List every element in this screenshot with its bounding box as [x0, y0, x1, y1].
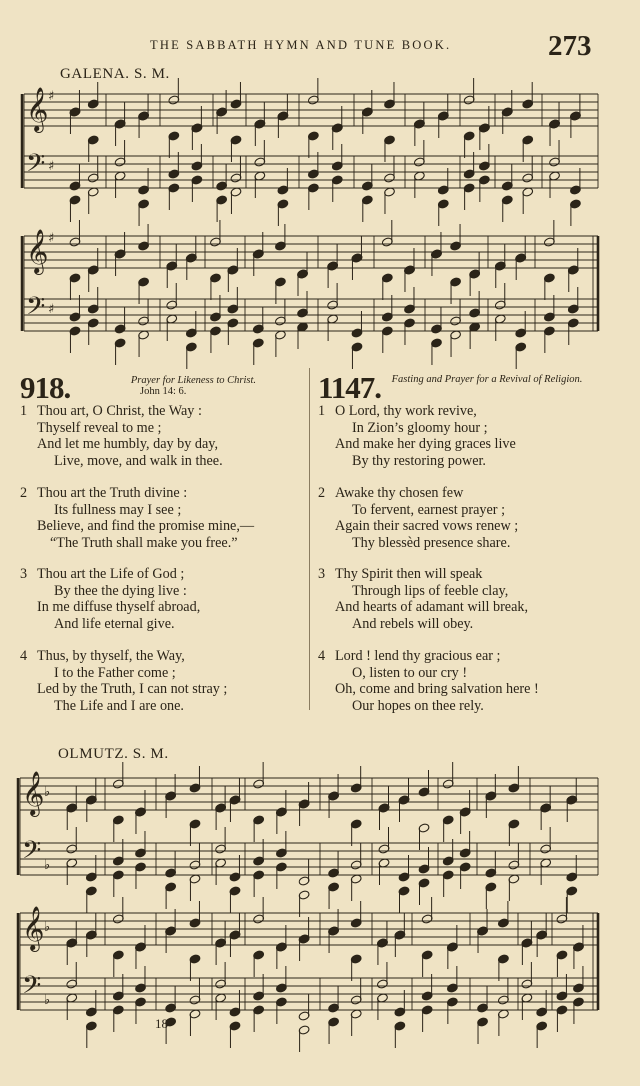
stanza-line: Again their sacred vows renew ;	[335, 518, 519, 534]
sharp-icon: ♯	[48, 89, 55, 104]
hymn-number-918: 918.	[20, 370, 71, 405]
stanza-line: By thee the dying live :	[54, 582, 187, 599]
stanza-number: 2	[318, 485, 326, 501]
treble-clef-icon: 𝄞	[26, 229, 49, 273]
stanza-number: 4	[318, 648, 326, 664]
hymn-918-reference: John 14: 6.	[140, 386, 187, 397]
hymn-number-1147: 1147.	[318, 370, 382, 405]
stanza-line: I to the Father come ;	[54, 664, 176, 681]
stanza-line: And life eternal give.	[54, 615, 175, 632]
stanza-line: Awake thy chosen few	[335, 485, 464, 501]
page-number: 273	[548, 30, 592, 62]
stanza-line: Thou art, O Christ, the Way :	[37, 403, 202, 419]
stanza-number: 4	[20, 648, 28, 664]
stanza-line: Thy Spirit then will speak	[335, 566, 483, 582]
treble-clef-icon: 𝄞	[22, 906, 45, 950]
bass-clef-icon: 𝄢	[22, 971, 42, 1006]
tune-title-olmutz: OLMUTZ. S. M.	[58, 746, 169, 762]
stanza-line: Thyself reveal to me ;	[37, 419, 162, 436]
printer-signature: 18	[155, 1016, 168, 1031]
stanza-line: To fervent, earnest prayer ;	[352, 501, 506, 518]
stanza-line: O Lord, thy work revive,	[335, 403, 477, 419]
stanza-line: And rebels will obey.	[352, 615, 474, 632]
stanza-line: And make her dying graces live	[335, 436, 516, 452]
stanza-line: By thy restoring power.	[352, 452, 486, 469]
stanza-number: 1	[318, 403, 326, 419]
stanza-number: 1	[20, 403, 28, 419]
stanza-line: “The Truth shall make you free.”	[50, 534, 238, 551]
bass-clef-icon: 𝄢	[26, 149, 46, 184]
stanza-line: Our hopes on thee rely.	[352, 697, 484, 714]
treble-clef-icon: 𝄞	[26, 87, 49, 131]
stanza-line: Thus, by thyself, the Way,	[37, 648, 185, 664]
sharp-icon: ♯	[48, 302, 55, 317]
hymn-1147-topic: Fasting and Prayer for a Revival of Religion.	[391, 374, 583, 385]
bass-clef-icon: 𝄢	[22, 836, 42, 871]
stanza-number: 3	[318, 566, 326, 582]
flat-icon: ♭	[44, 785, 51, 800]
stanza-line: Thou art the Life of God ;	[37, 566, 185, 582]
stanza-line: Live, move, and walk in thee.	[54, 452, 223, 469]
running-title: THE SABBATH HYMN AND TUNE BOOK.	[150, 38, 452, 52]
flat-icon: ♭	[44, 858, 51, 873]
stanza-line: The Life and I are one.	[54, 697, 184, 714]
sharp-icon: ♯	[48, 231, 55, 246]
stanza-line: Believe, and find the promise mine,—	[37, 518, 255, 534]
stanza-line: Lord ! lend thy gracious ear ;	[335, 648, 501, 664]
stanza-line: Thy blessèd presence share.	[352, 534, 511, 551]
stanza-line: Through lips of feeble clay,	[352, 582, 509, 599]
stanza-line: In me diffuse thyself abroad,	[37, 599, 201, 615]
bass-clef-icon: 𝄢	[26, 292, 46, 327]
tune-title-galena: GALENA. S. M.	[60, 66, 170, 82]
stanza-line: And let me humbly, day by day,	[37, 436, 218, 452]
stanza-number: 3	[20, 566, 28, 582]
treble-clef-icon: 𝄞	[22, 771, 45, 815]
stanza-line: Its fullness may I see ;	[54, 501, 182, 518]
flat-icon: ♭	[44, 920, 51, 935]
stanza-line: Oh, come and bring salvation here !	[335, 681, 539, 697]
stanza-number: 2	[20, 485, 28, 501]
flat-icon: ♭	[44, 993, 51, 1008]
stanza-line: In Zion’s gloomy hour ;	[352, 419, 488, 436]
stanza-line: Led by the Truth, I can not stray ;	[37, 681, 228, 697]
hymn-918-topic: Prayer for Likeness to Christ.	[130, 375, 256, 386]
sharp-icon: ♯	[48, 159, 55, 174]
stanza-line: And hearts of adamant will break,	[335, 599, 529, 615]
stanza-line: O, listen to our cry !	[352, 664, 468, 681]
stanza-line: Thou art the Truth divine :	[37, 485, 188, 501]
